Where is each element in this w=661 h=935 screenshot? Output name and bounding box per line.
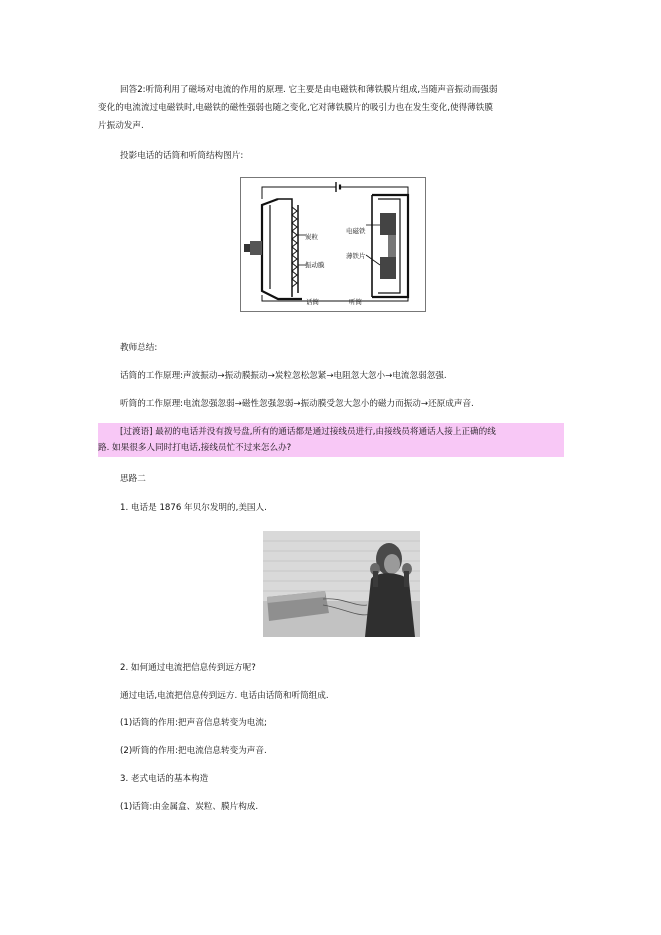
idea-two-heading: 思路二	[120, 474, 146, 484]
transition-line-2: 路. 如果很多人同时打电话,接线员忙不过来怎么办?	[98, 443, 292, 453]
label-carbon: 炭粒	[305, 233, 318, 241]
bell-telephone-photo	[263, 531, 420, 637]
teacher-summary-heading: 教师总结:	[120, 343, 158, 353]
label-mic: 话筒	[306, 298, 319, 306]
label-electromagnet: 电磁铁	[346, 227, 366, 235]
engraving-illustration	[263, 531, 420, 637]
telephone-structure-diagram	[240, 177, 426, 312]
electromagnet-upper	[380, 213, 396, 235]
item-3-sub-1: (1)话筒:由金属盒、炭粒、膜片构成.	[120, 802, 259, 812]
transition-line-1: [过渡语] 最初的电话并没有拨号盘,所有的通话都是通过接线员进行,由接线员将通话人接上正确的线	[120, 427, 496, 437]
item-2-sub-1: (1)话筒的作用:把声音信息转变为电流;	[120, 718, 267, 728]
projection-caption: 投影电话的话筒和听筒结构图片:	[120, 151, 244, 161]
electromagnet-lower	[380, 257, 396, 279]
item-2-answer: 通过电话,电流把信息传到远方. 电话由话筒和听筒组成.	[120, 691, 329, 701]
mic-principle: 话筒的工作原理:声波振动→振动膜振动→炭粒忽松忽紧→电阻忽大忽小→电流忽弱忽强.	[120, 371, 447, 381]
item-2-sub-2: (2)听筒的作用:把电流信息转变为声音.	[120, 746, 267, 756]
answer2-line-3: 片振动发声.	[98, 121, 144, 131]
label-earpiece: 听筒	[349, 298, 362, 306]
answer2-line-2: 变化的电流流过电磁铁时,电磁铁的磁性强弱也随之变化,它对薄铁膜片的吸引力也在发生变化,使得薄铁膜	[98, 103, 493, 113]
item-3: 3. 老式电话的基本构造	[120, 774, 209, 784]
earpiece-principle: 听筒的工作原理:电流忽强忽弱→磁性忽强忽弱→振动膜受忽大忽小的磁力而振动→还原成声音.	[120, 399, 474, 409]
label-diaphragm: 振动膜	[305, 261, 325, 269]
answer2-line-1: 回答2:听筒利用了磁场对电流的作用的原理. 它主要是由电磁铁和薄铁膜片组成,当随声音振动而强弱	[120, 85, 498, 95]
label-iron-plate: 薄铁片	[346, 252, 366, 260]
item-2: 2. 如何通过电流把信息传到远方呢?	[120, 663, 256, 673]
item-1: 1. 电话是 1876 年贝尔发明的,美国人.	[120, 503, 267, 513]
